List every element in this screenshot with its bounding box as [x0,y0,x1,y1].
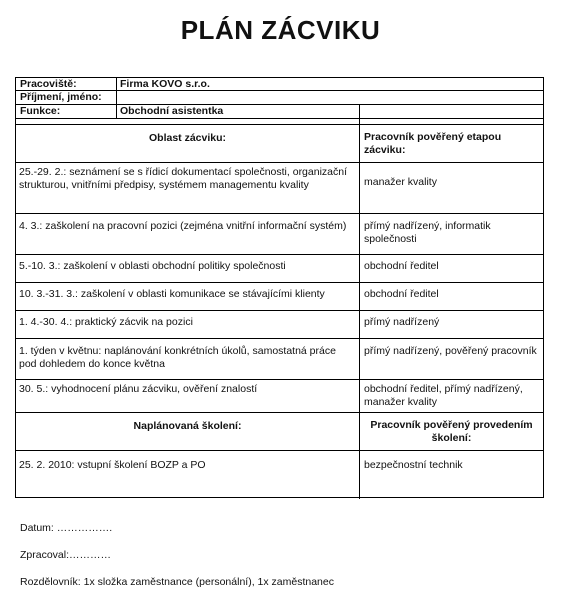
training-area: 5.-10. 3.: zaškolení v oblasti obchodní politiky společnosti [19,260,286,272]
training-responsible: přímý nadřízený [359,311,543,338]
training-row [16,163,543,214]
header-row-workplace [16,78,543,91]
planned-training: 25. 2. 2010: vstupní školení BOZP a PO [19,459,206,471]
training-responsible: přímý nadřízený, informatik společnosti [359,214,543,254]
area-column-header: Oblast zácviku: [148,132,227,144]
training-responsible: manažer kvality [359,163,543,213]
divider [359,105,360,118]
training-responsible: obchodní ředitel, přímý nadřízený, manažer kvality [359,380,543,412]
training-area: 1. 4.-30. 4.: praktický zácvik na pozici [19,316,193,328]
responsible-column-header: Pracovník pověřený etapou zácviku: [359,125,543,162]
header-value: Firma KOVO s.r.o. [120,78,210,90]
training-area: 10. 3.-31. 3.: zaškolení v oblasti komunikace se stávajícími klienty [19,288,325,300]
planned-header-row [16,413,543,451]
header-label: Funkce: [20,105,61,117]
training-responsible: obchodní ředitel [359,255,543,282]
planned-column-header: Naplánovaná školení: [133,420,242,432]
header-label: Pracoviště: [20,78,77,90]
training-area: 4. 3.: zaškolení na pracovní pozici (zejména vnitřní informační systém) [19,220,347,232]
training-responsible: přímý nadřízený, pověřený pracovník [359,339,543,379]
divider [116,78,117,90]
divider [116,105,117,118]
training-row [16,214,543,255]
training-area: 25.-29. 2.: seznámení se s řídicí dokumentací společnosti, organizační strukturou, vnitřními předpisy, systémem managementu kvality [19,166,348,191]
training-area: 30. 5.: vyhodnocení plánu zácviku, ověření znalostí [19,383,258,395]
divider [359,119,360,124]
header-row-function [16,105,543,119]
footer-distribution: Rozdělovník: 1x složka zaměstnance (personální), 1x zaměstnanec [20,576,334,588]
planned-responsible-header: Pracovník pověřený provedením školení: [359,413,543,450]
training-row [16,380,543,413]
planned-row [16,451,543,499]
training-area: 1. týden v květnu: naplánování konkrétních úkolů, samostatná práce pod dohledem do konce května [19,345,336,370]
training-row [16,311,543,339]
training-plan-table [15,77,544,498]
planned-responsible: bezpečnostní technik [359,451,543,499]
footer-prepared-by: Zpracoval:………… [20,549,112,561]
divider [116,91,117,104]
training-responsible: obchodní ředitel [359,283,543,310]
header-label: Příjmení, jméno: [20,91,102,103]
training-header-row [16,125,543,163]
document-title: PLÁN ZÁCVIKU [180,15,381,45]
training-row [16,339,543,380]
footer-date: Datum: ……………. [20,522,113,534]
training-row [16,255,543,283]
training-row [16,283,543,311]
header-row-name [16,91,543,105]
header-value: Obchodní asistentka [120,105,224,117]
